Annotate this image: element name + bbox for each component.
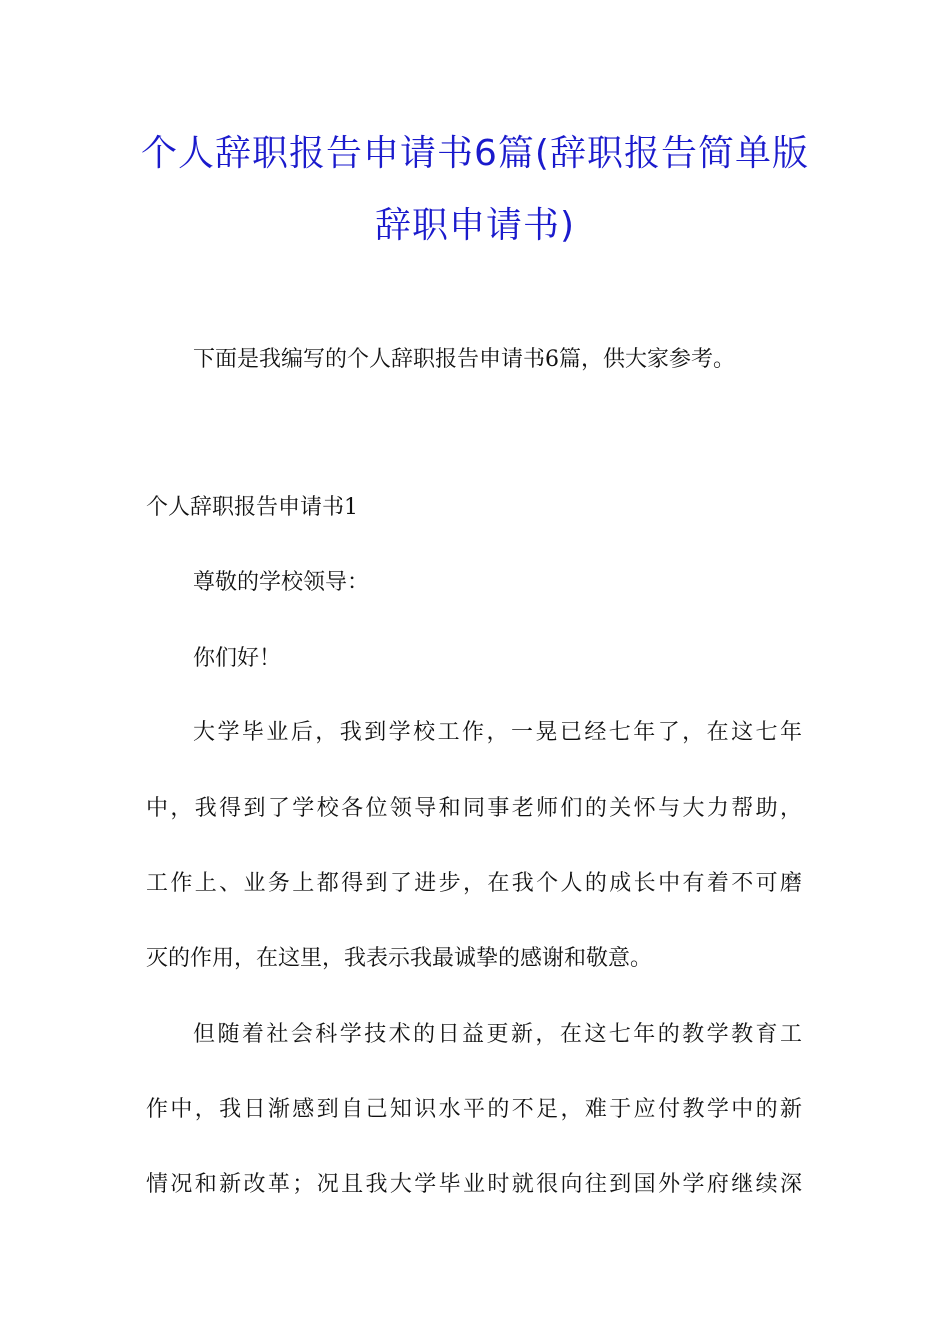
greeting: 你们好！ [193,646,282,671]
paragraph-1-line-2: 中，我得到了学校各位领导和同事老师们的关怀与大力帮助， [146,796,802,821]
paragraph-2-line-3: 情况和新改革；况且我大学毕业时就很向往到国外学府继续深 [146,1172,802,1197]
salutation: 尊敬的学校领导： [193,570,370,595]
paragraph-1-line-3: 工作上、业务上都得到了进步，在我个人的成长中有着不可磨 [146,871,802,896]
paragraph-2-line-2: 作中，我日渐感到自己知识水平的不足，难于应付教学中的新 [146,1097,802,1122]
intro-text: 下面是我编写的个人辞职报告申请书6篇，供大家参考。 [193,347,735,372]
paragraph-2-line-1: 但随着社会科学技术的日益更新，在这七年的教学教育工 [193,1022,802,1047]
paragraph-1-line-1: 大学毕业后，我到学校工作，一晃已经七年了，在这七年 [193,720,802,745]
document-title-line-1: 个人辞职报告申请书6篇(辞职报告简单版 [141,133,809,174]
document-title-line-2: 辞职申请书) [374,205,576,246]
section-heading: 个人辞职报告申请书1 [146,495,358,520]
paragraph-1-line-4: 灭的作用，在这里，我表示我最诚挚的感谢和敬意。 [146,946,653,971]
